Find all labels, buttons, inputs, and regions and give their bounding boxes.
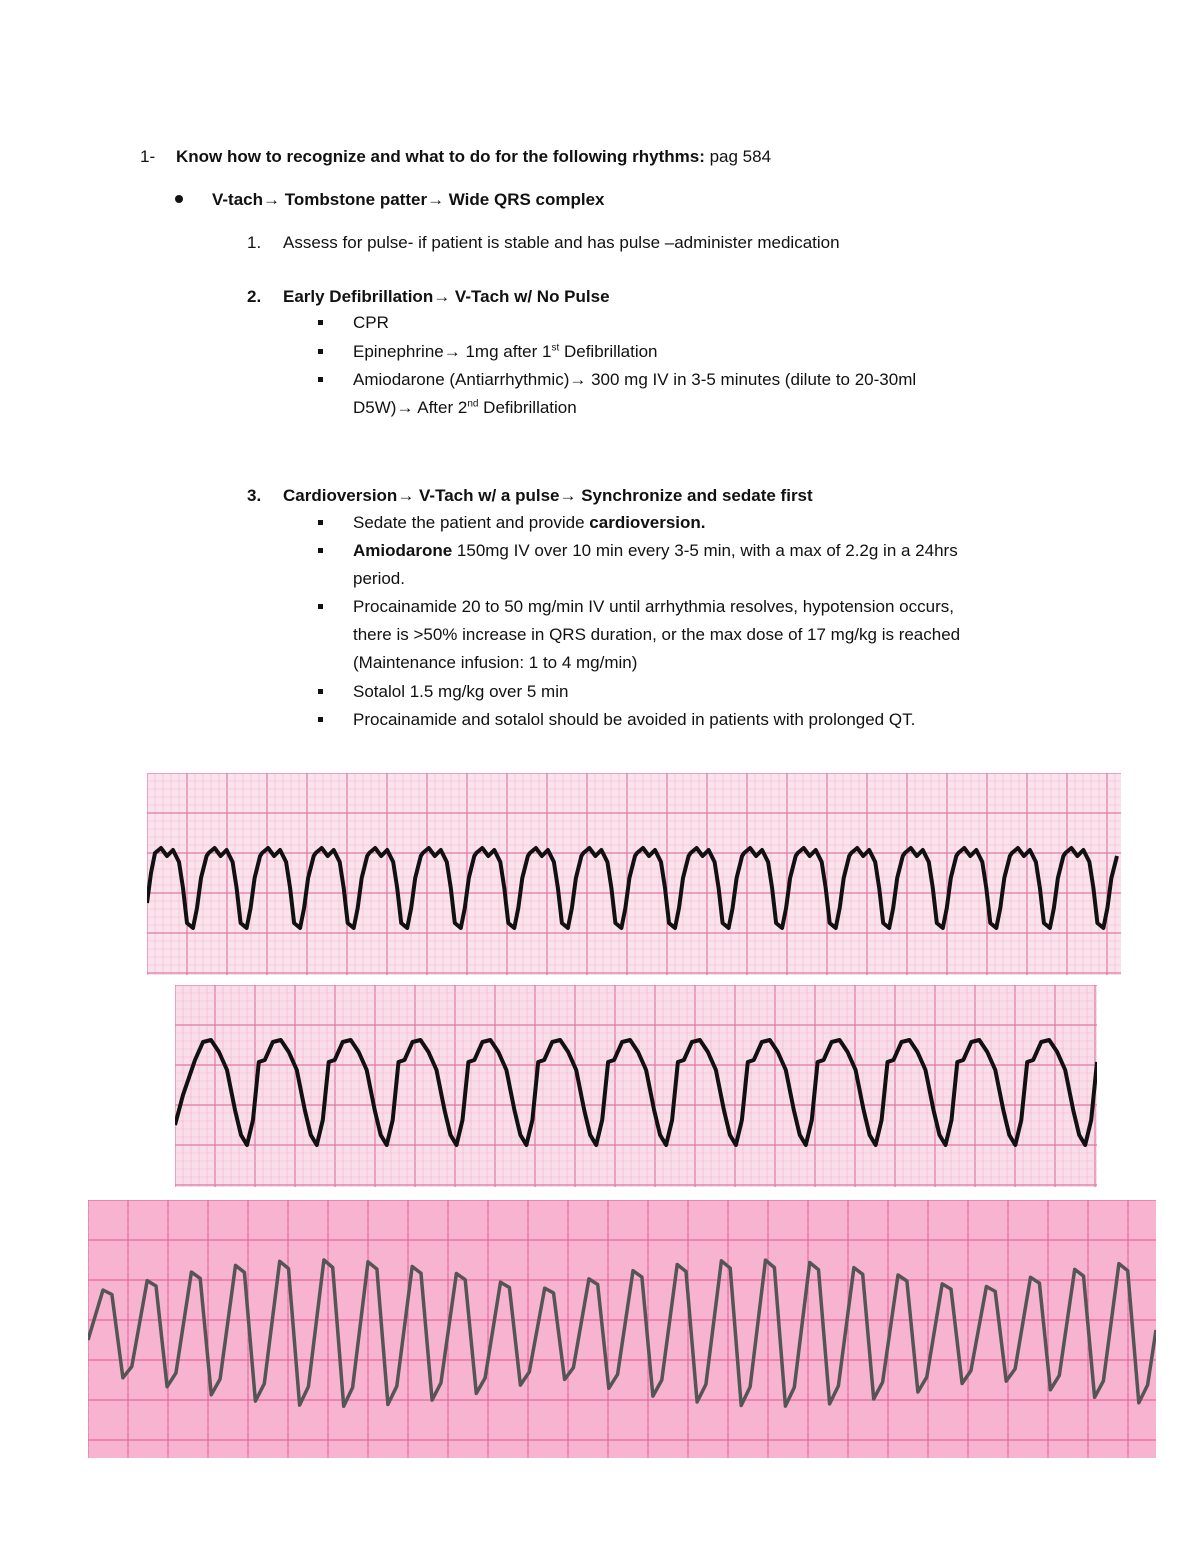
wide-qrs-label: Wide QRS complex xyxy=(444,190,605,209)
ecg-strip-1-svg xyxy=(147,773,1121,975)
step-1-number: 1. xyxy=(247,233,262,252)
heading-bold: Know how to recognize and what to do for the following rhythms: xyxy=(176,147,705,166)
heading-text xyxy=(176,147,771,167)
step-2-number: 2. xyxy=(247,287,262,306)
ecg-strip-2-svg xyxy=(175,985,1097,1187)
square-bullet xyxy=(318,604,323,609)
step-1-text: Assess for pulse- if patient is stable and has pulse –administer medication xyxy=(283,233,840,252)
procainamide-line1: Procainamide 20 to 50 mg/min IV until arrhythmia resolves, hypotension occurs, xyxy=(353,597,954,616)
square-bullet xyxy=(318,548,323,553)
amiodarone-item-line2 xyxy=(353,398,577,418)
heading-number: 1- xyxy=(140,147,156,166)
arrow-icon: → xyxy=(433,287,451,306)
ecg-strip-1 xyxy=(147,773,1121,975)
amiodarone-item-line1 xyxy=(353,370,916,390)
ecg-strip-3-svg xyxy=(88,1200,1156,1458)
sedate-text: Sedate the patient and provide xyxy=(353,513,590,532)
amio-dose: 300 mg IV in 3-5 minutes (dilute to 20-30ml xyxy=(586,370,917,389)
ecg-strip-2 xyxy=(175,985,1097,1187)
arrow-icon: → xyxy=(263,190,281,209)
amio-bold: Amiodarone xyxy=(353,541,453,560)
superscript: nd xyxy=(467,398,479,410)
step-3-title xyxy=(283,486,813,506)
amio-label: Amiodarone (Antiarrhythmic) xyxy=(353,370,570,389)
cpr-item: CPR xyxy=(353,313,389,332)
avoid-item: Procainamide and sotalol should be avoided in patients with prolonged QT. xyxy=(353,710,916,729)
with-pulse-label: V-Tach w/ a pulse xyxy=(414,486,560,505)
arrow-icon: → xyxy=(427,190,445,209)
epi-dose: 1mg after 1 xyxy=(460,342,552,361)
sedate-item xyxy=(353,513,706,533)
amiodarone-pulse-line2: period. xyxy=(353,569,405,588)
vtach-bullet xyxy=(212,190,605,210)
bullet-dot xyxy=(175,195,183,203)
no-pulse-label: V-Tach w/ No Pulse xyxy=(450,287,610,306)
square-bullet xyxy=(318,349,323,354)
square-bullet xyxy=(318,689,323,694)
epi-label: Epinephrine xyxy=(353,342,444,361)
square-bullet xyxy=(318,377,323,382)
grid-background xyxy=(147,773,1121,975)
cardioversion-word: cardioversion. xyxy=(589,513,706,532)
amio-defib: Defibrillation xyxy=(478,398,577,417)
superscript: st xyxy=(551,342,560,354)
amio-after: After 2 xyxy=(413,398,468,417)
square-bullet xyxy=(318,717,323,722)
epi-timing: Defibrillation xyxy=(559,342,658,361)
arrow-icon: → xyxy=(569,370,587,389)
square-bullet xyxy=(318,320,323,325)
cardioversion-label: Cardioversion xyxy=(283,486,398,505)
procainamide-line3: (Maintenance infusion: 1 to 4 mg/min) xyxy=(353,653,638,672)
arrow-icon: → xyxy=(443,342,461,361)
tombstone-label: Tombstone patter xyxy=(280,190,428,209)
early-defib-label: Early Defibrillation xyxy=(283,287,434,306)
arrow-icon: → xyxy=(397,486,415,505)
step-3-number: 3. xyxy=(247,486,262,505)
epinephrine-item xyxy=(353,342,658,362)
amio-d5w: D5W) xyxy=(353,398,397,417)
amio-regimen: 150mg IV over 10 min every 3-5 min, with a max of 2.2g in a 24hrs xyxy=(452,541,958,560)
step-2-title xyxy=(283,287,610,307)
arrow-icon: → xyxy=(396,398,414,417)
sync-sedate-label: Synchronize and sedate first xyxy=(576,486,813,505)
heading-page: pag 584 xyxy=(704,147,772,166)
vtach-label: V-tach xyxy=(212,190,264,209)
procainamide-line2: there is >50% increase in QRS duration, or the max dose of 17 mg/kg is reached xyxy=(353,625,961,644)
amiodarone-pulse-line1 xyxy=(353,541,958,561)
square-bullet xyxy=(318,520,323,525)
ecg-strip-3 xyxy=(88,1200,1156,1458)
sotalol-item: Sotalol 1.5 mg/kg over 5 min xyxy=(353,682,569,701)
arrow-icon: → xyxy=(559,486,577,505)
